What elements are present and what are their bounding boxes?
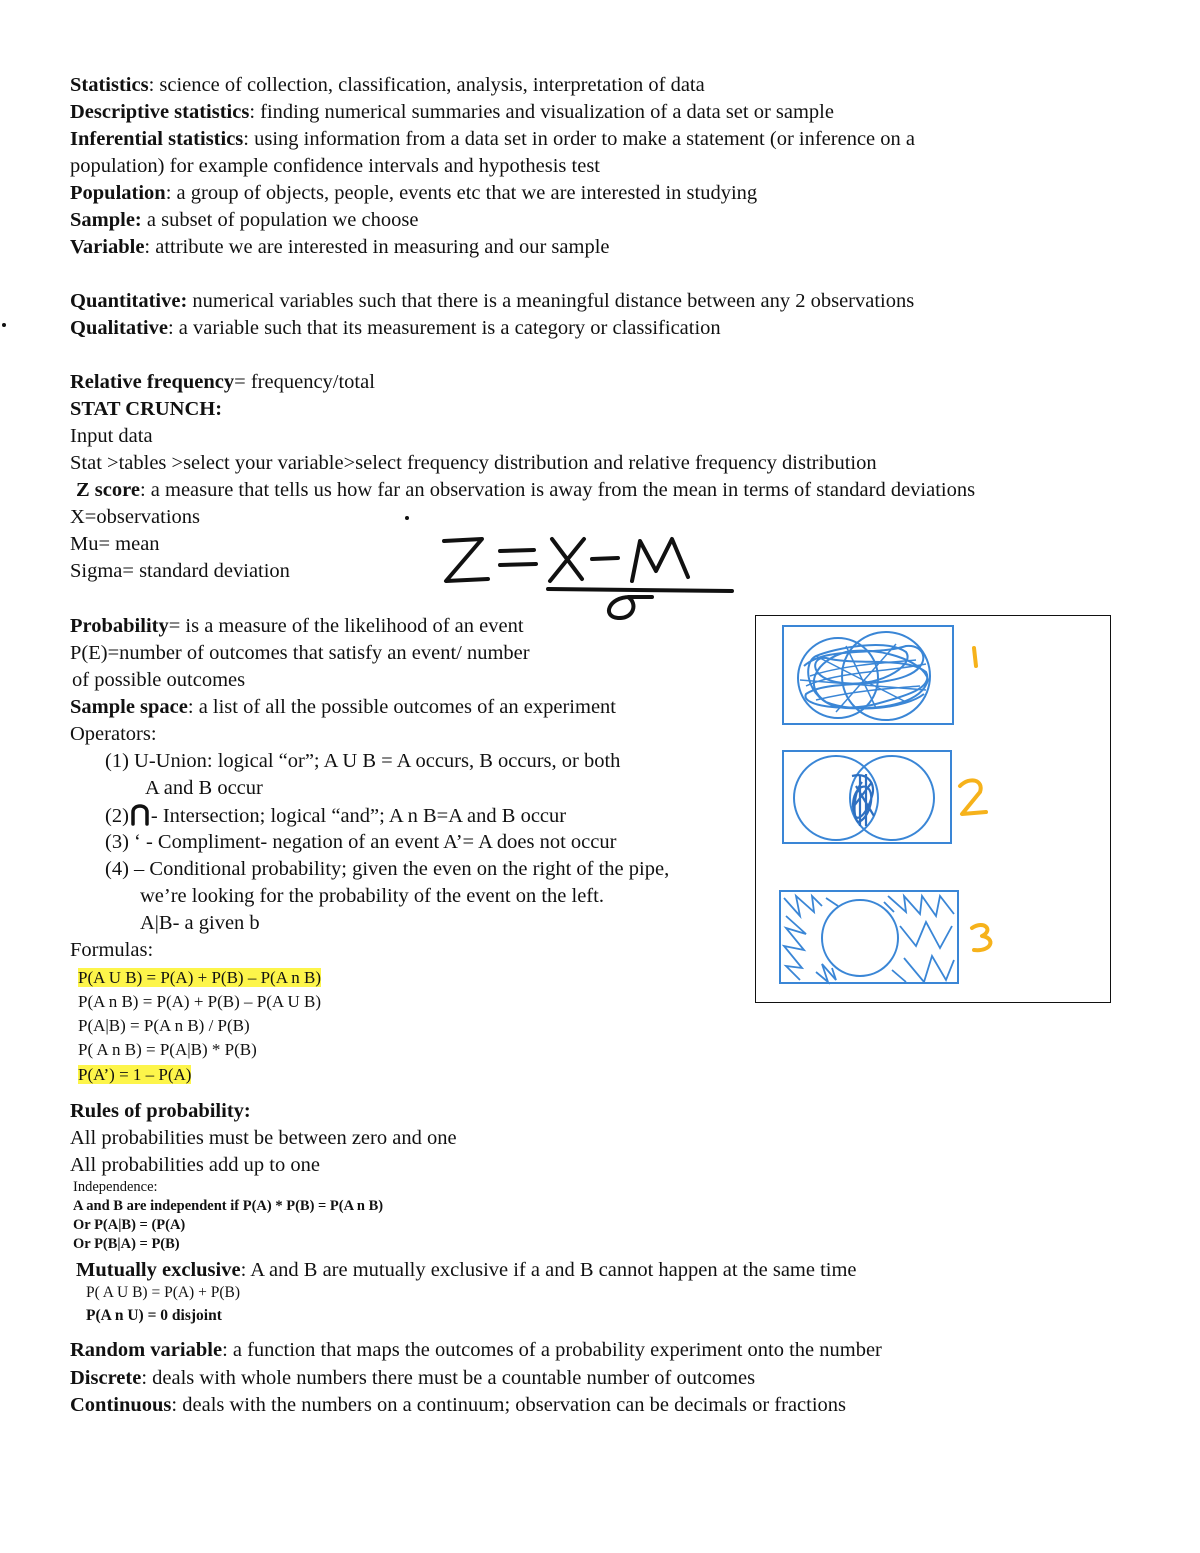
def-qualitative [70, 315, 721, 342]
operator-text: - Intersection; logical “and”; A n B=A and B occur [150, 805, 567, 827]
venn-complement [780, 891, 958, 983]
definition: : using information from a data set in order to make a statement (or inference on a [243, 128, 915, 150]
intersection-symbol-icon [129, 802, 151, 826]
label-3-mark [972, 925, 990, 950]
def-sample-space [70, 694, 616, 721]
independence-line-3: Or P(B|A) = P(B) [73, 1236, 180, 1252]
def-inferential-continued: population) for example confidence intervals and hypothesis test [70, 155, 600, 177]
def-sample [70, 207, 418, 234]
term: Variable [70, 236, 145, 258]
heading-text: Rules of probability: [70, 1100, 251, 1122]
rules-heading [70, 1098, 251, 1125]
mutually-exclusive-formula-2: P(A n U) = 0 disjoint [86, 1307, 222, 1324]
definition: = frequency/total [234, 371, 375, 393]
term: Discrete [70, 1367, 142, 1389]
formula-complement [78, 1063, 191, 1087]
def-discrete [70, 1365, 755, 1392]
formula-text: P(A U B) = P(A) + P(B) – P(A n B) [78, 968, 322, 987]
def-probability [70, 613, 524, 640]
statcrunch-step-2: Stat >tables >select your variable>select frequency distribution and relative frequency distribution [70, 452, 877, 474]
term: Inferential statistics [70, 128, 244, 150]
operator-complement: (3) ‘ - Compliment- negation of an event A’= A does not occur [105, 831, 617, 853]
term: Z score [76, 479, 140, 501]
handwritten-zscore-formula [430, 525, 750, 620]
definition: : a function that maps the outcomes of a probability experiment onto the number [222, 1339, 882, 1361]
heading-text: STAT CRUNCH: [70, 398, 223, 420]
operator-conditional-example: A|B- a given b [140, 912, 260, 934]
zscore-mu: Mu= mean [70, 533, 160, 555]
definition: : deals with the numbers on a continuum; observation can be decimals or fractions [171, 1394, 847, 1416]
definition: : a group of objects, people, events etc that we are interested in studying [165, 182, 758, 204]
definition: a subset of population we choose [141, 209, 419, 231]
statcrunch-heading [70, 396, 222, 423]
formulas-heading: Formulas: [70, 939, 154, 961]
zscore-x: X=observations [70, 506, 200, 528]
zscore-sigma: Sigma= standard deviation [70, 560, 290, 582]
operator-conditional-continued: we’re looking for the probability of the event on the left. [140, 885, 604, 907]
term: Qualitative [70, 317, 168, 339]
def-statistics [70, 72, 705, 99]
def-population [70, 180, 757, 207]
definition: numerical variables such that there is a meaningful distance between any 2 observations [187, 290, 915, 312]
def-quantitative [70, 288, 914, 315]
venn-diagrams [756, 616, 1110, 1002]
independence-line-1: A and B are independent if P(A) * P(B) = P(A n B) [73, 1198, 384, 1214]
mutually-exclusive-formula-1: P( A U B) = P(A) + P(B) [86, 1284, 240, 1301]
term: Continuous [70, 1394, 172, 1416]
term: Sample: [70, 209, 142, 231]
definition: : a list of all the possible outcomes of an experiment [187, 696, 616, 718]
term: Mutually exclusive [76, 1259, 241, 1281]
bullet-dot [2, 323, 6, 327]
definition: : a variable such that its measurement is a category or classification [167, 317, 721, 339]
venn-diagrams-panel [755, 615, 1111, 1003]
def-continuous [70, 1392, 846, 1419]
probability-pe-line-2: of possible outcomes [72, 669, 246, 691]
term: Quantitative: [70, 290, 188, 312]
operator-intersection [105, 802, 566, 830]
definition: : a measure that tells us how far an observation is away from the mean in terms of standard deviations [139, 479, 976, 501]
probability-pe-line-1: P(E)=number of outcomes that satisfy an event/ number [70, 642, 530, 664]
venn-intersection [783, 751, 951, 843]
def-relative-frequency [70, 369, 375, 396]
term: Statistics [70, 74, 149, 96]
formula-conditional: P(A|B) = P(A n B) / P(B) [78, 1016, 250, 1035]
term: Population [70, 182, 166, 204]
term: Relative frequency [70, 371, 235, 393]
definition: = is a measure of the likelihood of an event [168, 615, 524, 637]
operator-conditional: (4) – Conditional probability; given the even on the right of the pipe, [105, 858, 670, 880]
rule-2: All probabilities add up to one [70, 1154, 320, 1176]
term: Random variable [70, 1339, 223, 1361]
term: Sample space [70, 696, 188, 718]
operator-number: (2) [105, 805, 129, 827]
venn-union [783, 626, 953, 724]
definition: : attribute we are interested in measuring and our sample [144, 236, 610, 258]
independence-title: Independence: [73, 1179, 158, 1195]
formula-intersection: P(A n B) = P(A) + P(B) – P(A U B) [78, 992, 322, 1011]
operators-heading: Operators: [70, 723, 157, 745]
formula-multiplication: P( A n B) = P(A|B) * P(B) [78, 1040, 257, 1059]
label-1-mark [974, 648, 976, 666]
definition: : A and B are mutually exclusive if a and B cannot happen at the same time [240, 1259, 857, 1281]
formula-text: P(A’) = 1 – P(A) [78, 1065, 192, 1084]
def-inferential [70, 126, 915, 153]
independence-line-2: Or P(A|B) = (P(A) [73, 1217, 186, 1233]
def-random-variable [70, 1337, 882, 1364]
term: Probability [70, 615, 169, 637]
definition: : finding numerical summaries and visualization of a data set or sample [249, 101, 834, 123]
rule-1: All probabilities must be between zero and one [70, 1127, 457, 1149]
statcrunch-step-1: Input data [70, 425, 153, 447]
def-zscore [76, 477, 975, 504]
bullet-dot [405, 516, 409, 520]
definition: : science of collection, classification, analysis, interpretation of data [148, 74, 705, 96]
label-2-mark [960, 780, 986, 814]
operator-union: (1) U-Union: logical “or”; A U B = A occurs, B occurs, or both [105, 750, 621, 772]
def-descriptive [70, 99, 834, 126]
term: Descriptive statistics [70, 101, 250, 123]
definition: : deals with whole numbers there must be a countable number of outcomes [141, 1367, 756, 1389]
def-variable [70, 234, 610, 261]
formula-union [78, 966, 321, 990]
operator-union-continued: A and B occur [145, 777, 263, 799]
def-mutually-exclusive [76, 1257, 857, 1284]
